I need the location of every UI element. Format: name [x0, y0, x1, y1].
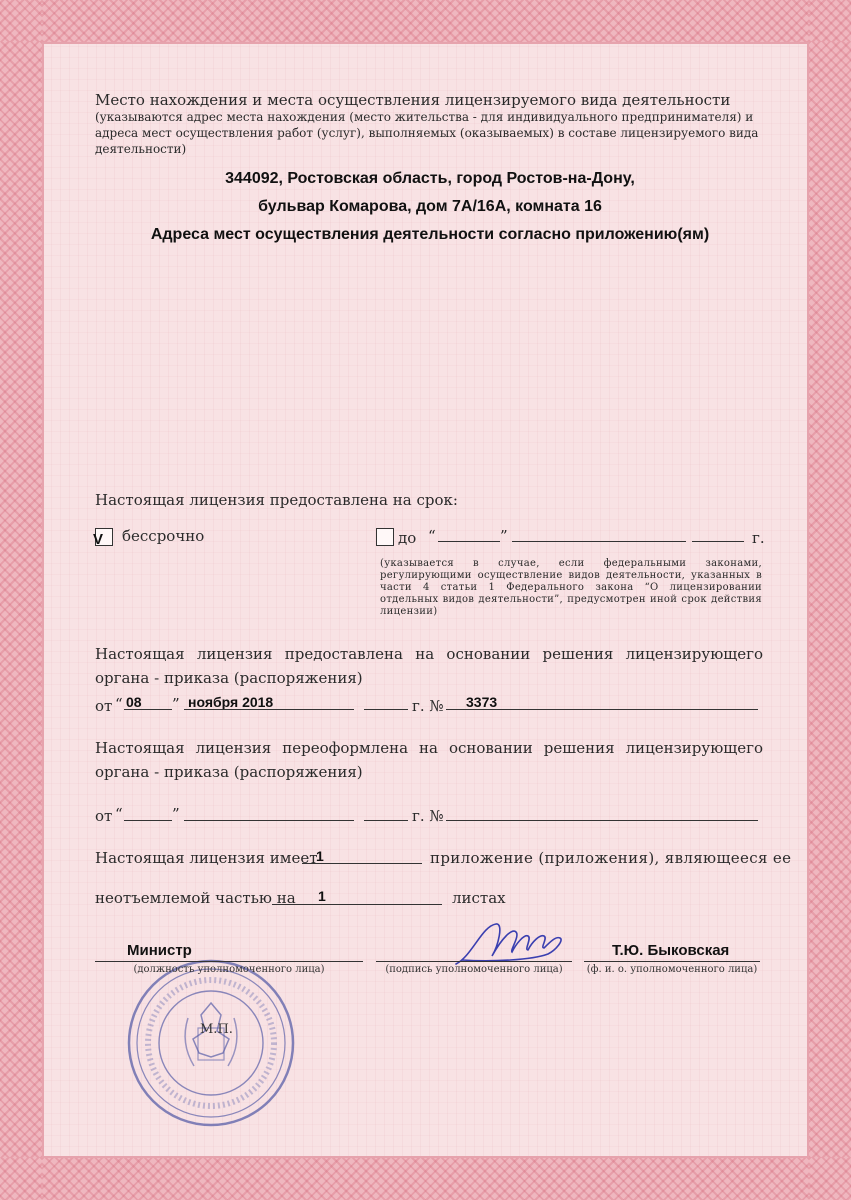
location-note: (указываются адрес места нахождения (место жительства - для индивидуального предпринимателя) и адреса мест осуществления работ (услуг), выполняемых (оказываемых) в составе лицензируемого вида деятельности) — [95, 110, 759, 156]
indefinite-label: бессрочно — [122, 527, 205, 545]
stamp-label: М.П. — [200, 1022, 233, 1037]
granted-year-line — [364, 709, 408, 710]
indefinite-checkbox[interactable] — [95, 528, 113, 546]
address-line-2: бульвар Комарова, дом 7А/16А, комната 16 — [258, 198, 602, 215]
reissued-number-line — [446, 820, 758, 821]
location-label: Место нахождения и места осуществления лицензируемого вида деятельности — [95, 91, 731, 109]
check-mark: V — [93, 531, 104, 548]
appendix-text-before: Настоящая лицензия имеет — [95, 849, 318, 867]
term-label: Настоящая лицензия предоставлена на срок: — [95, 491, 458, 509]
granted-number-line — [446, 709, 758, 710]
granted-number: 3373 — [466, 694, 498, 710]
signature-line — [376, 961, 572, 962]
signatory-name: Т.Ю. Быковская — [612, 942, 730, 959]
granted-day-line — [124, 709, 172, 710]
appendix-sheets: 1 — [318, 888, 326, 904]
official-seal — [118, 948, 304, 1138]
granted-quote-open: “ — [115, 695, 123, 713]
address-line-1: 344092, Ростовская область, город Ростов-на-Дону, — [225, 170, 635, 187]
term-note: (указывается в случае, если федеральными законами, регулирующими осуществление видов деятельности, указанных в части 4 статьи 1 Федерального закона “О лицензировании отдельных видов деятельности”, предусмотрен иной срок действия лицензии) — [380, 558, 762, 617]
granted-quote-close: ” — [172, 695, 180, 713]
name-caption: (ф. и. о. уполномоченного лица) — [586, 964, 758, 975]
granted-text: Настоящая лицензия предоставлена на основании решения лицензирующего органа - приказа (распоряжения) — [95, 645, 763, 687]
until-date-checkbox[interactable] — [376, 528, 394, 546]
signature-caption: (подпись уполномоченного лица) — [385, 964, 563, 975]
until-month-line — [512, 541, 686, 542]
signatory-position: Министр — [127, 942, 192, 959]
reissued-month-line — [184, 820, 354, 821]
until-day-line — [438, 541, 500, 542]
reissued-year-line — [364, 820, 408, 821]
position-line — [95, 961, 363, 962]
granted-month-line — [184, 709, 354, 710]
granted-from-label: от — [95, 697, 113, 715]
location-label-block — [95, 92, 767, 156]
granted-year-label: г. № — [412, 697, 444, 715]
position-caption: (должность уполномоченного лица) — [133, 964, 325, 975]
until-year-suffix: г. — [752, 529, 765, 547]
appendix-count-line — [302, 863, 422, 864]
appendix-sheets-line — [272, 904, 442, 905]
until-quote-open: “ — [428, 527, 436, 545]
reissued-year-label: г. № — [412, 807, 444, 825]
address-line-3: Адреса мест осуществления деятельности согласно приложению(ям) — [150, 226, 710, 243]
until-label: до — [398, 529, 417, 547]
granted-month-year: ноября 2018 — [188, 694, 274, 710]
until-quote-close: ” — [500, 527, 508, 545]
appendix-text2-after: листах — [452, 889, 506, 907]
reissued-from-label: от — [95, 807, 113, 825]
reissued-quote-open: “ — [115, 805, 123, 823]
appendix-count: 1 — [316, 848, 324, 864]
until-year-line — [692, 541, 744, 542]
reissued-text: Настоящая лицензия переоформлена на основании решения лицензирующего органа - приказа (распоряжения) — [95, 739, 763, 781]
appendix-text2-before: неотъемлемой частью на — [95, 889, 296, 907]
reissued-quote-close: ” — [172, 805, 180, 823]
name-line — [584, 961, 760, 962]
reissued-day-line — [124, 820, 172, 821]
appendix-text-after: приложение (приложения), являющееся ее — [430, 849, 792, 867]
granted-day: 08 — [126, 694, 142, 710]
